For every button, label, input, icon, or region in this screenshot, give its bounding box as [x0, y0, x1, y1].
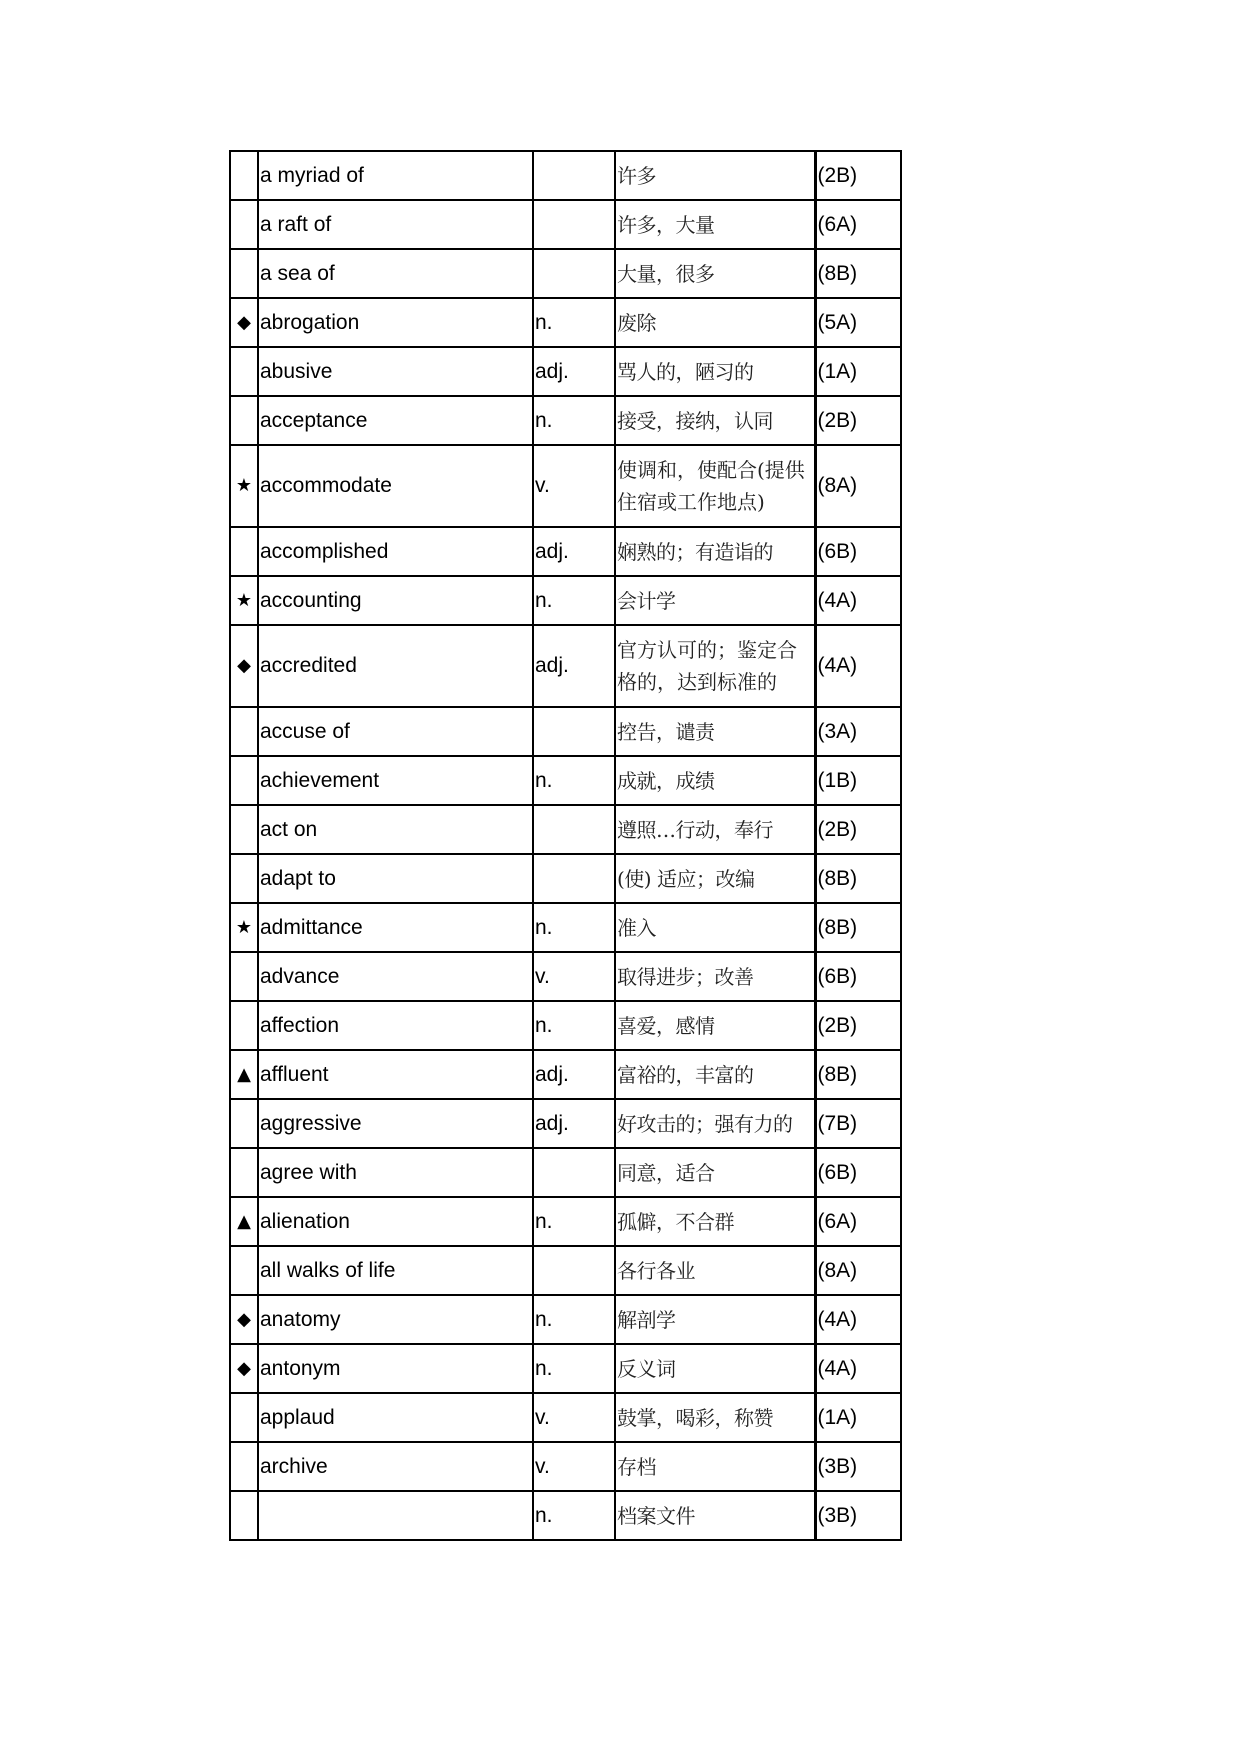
unit-cell: (8A) [815, 445, 901, 527]
unit-cell: (3B) [815, 1491, 901, 1540]
table-row [230, 1148, 901, 1197]
meaning-cell: 反义词 [615, 1344, 815, 1393]
word-cell: admittance [258, 903, 533, 952]
word-cell: abrogation [258, 298, 533, 347]
part-of-speech-cell: n. [533, 756, 615, 805]
part-of-speech-cell: adj. [533, 625, 615, 707]
part-of-speech-cell: n. [533, 1344, 615, 1393]
table-row [230, 805, 901, 854]
part-of-speech-cell: adj. [533, 527, 615, 576]
meaning-cell: (使) 适应；改编 [615, 854, 815, 903]
word-cell: a sea of [258, 249, 533, 298]
difficulty-mark [230, 1148, 258, 1197]
table-row [230, 1393, 901, 1442]
meaning-cell: 解剖学 [615, 1295, 815, 1344]
unit-cell: (8B) [815, 249, 901, 298]
table-row [230, 298, 901, 347]
part-of-speech-cell: v. [533, 1442, 615, 1491]
table-row [230, 1001, 901, 1050]
vocabulary-table [229, 150, 902, 1541]
table-row [230, 396, 901, 445]
word-cell: acceptance [258, 396, 533, 445]
unit-cell: (1A) [815, 1393, 901, 1442]
part-of-speech-cell: v. [533, 952, 615, 1001]
word-cell: accuse of [258, 707, 533, 756]
meaning-cell: 许多，大量 [615, 200, 815, 249]
table-row [230, 200, 901, 249]
unit-cell: (4A) [815, 1295, 901, 1344]
meaning-cell: 档案文件 [615, 1491, 815, 1540]
unit-cell: (6B) [815, 1148, 901, 1197]
unit-cell: (4A) [815, 625, 901, 707]
table-row [230, 347, 901, 396]
unit-cell: (1B) [815, 756, 901, 805]
part-of-speech-cell: adj. [533, 1050, 615, 1099]
difficulty-mark: ◆ [230, 1344, 258, 1393]
table-row [230, 576, 901, 625]
word-cell: agree with [258, 1148, 533, 1197]
meaning-cell: 同意，适合 [615, 1148, 815, 1197]
difficulty-mark [230, 1001, 258, 1050]
unit-cell: (5A) [815, 298, 901, 347]
meaning-cell: 许多 [615, 151, 815, 200]
table-row [230, 854, 901, 903]
table-row [230, 756, 901, 805]
meaning-cell: 娴熟的；有造诣的 [615, 527, 815, 576]
vocabulary-table-body [230, 151, 901, 1540]
unit-cell: (4A) [815, 576, 901, 625]
difficulty-mark [230, 527, 258, 576]
difficulty-mark [230, 1099, 258, 1148]
meaning-cell: 鼓掌，喝彩，称赞 [615, 1393, 815, 1442]
unit-cell: (1A) [815, 347, 901, 396]
meaning-cell: 取得进步；改善 [615, 952, 815, 1001]
difficulty-mark [230, 1442, 258, 1491]
difficulty-mark [230, 1393, 258, 1442]
word-cell: advance [258, 952, 533, 1001]
difficulty-mark [230, 249, 258, 298]
difficulty-mark [230, 347, 258, 396]
word-cell: archive [258, 1442, 533, 1491]
part-of-speech-cell [533, 1246, 615, 1295]
word-cell: a myriad of [258, 151, 533, 200]
part-of-speech-cell: adj. [533, 1099, 615, 1148]
word-cell: all walks of life [258, 1246, 533, 1295]
word-cell: anatomy [258, 1295, 533, 1344]
unit-cell: (4A) [815, 1344, 901, 1393]
meaning-cell: 富裕的，丰富的 [615, 1050, 815, 1099]
word-cell: achievement [258, 756, 533, 805]
part-of-speech-cell: v. [533, 445, 615, 527]
unit-cell: (8B) [815, 854, 901, 903]
table-row [230, 952, 901, 1001]
part-of-speech-cell: n. [533, 1295, 615, 1344]
table-row [230, 625, 901, 707]
difficulty-mark: ▲ [230, 1050, 258, 1099]
difficulty-mark [230, 952, 258, 1001]
difficulty-mark: ◆ [230, 625, 258, 707]
part-of-speech-cell: n. [533, 1001, 615, 1050]
unit-cell: (8A) [815, 1246, 901, 1295]
word-cell: accounting [258, 576, 533, 625]
part-of-speech-cell: n. [533, 1197, 615, 1246]
table-row [230, 1246, 901, 1295]
unit-cell: (8B) [815, 1050, 901, 1099]
part-of-speech-cell [533, 200, 615, 249]
table-row [230, 1295, 901, 1344]
part-of-speech-cell: n. [533, 1491, 615, 1540]
difficulty-mark [230, 756, 258, 805]
word-cell: abusive [258, 347, 533, 396]
meaning-cell: 孤僻，不合群 [615, 1197, 815, 1246]
word-cell: applaud [258, 1393, 533, 1442]
word-cell: antonym [258, 1344, 533, 1393]
word-cell: affluent [258, 1050, 533, 1099]
part-of-speech-cell [533, 1148, 615, 1197]
unit-cell: (6B) [815, 527, 901, 576]
meaning-cell: 好攻击的；强有力的 [615, 1099, 815, 1148]
word-cell: accredited [258, 625, 533, 707]
difficulty-mark [230, 200, 258, 249]
part-of-speech-cell: adj. [533, 347, 615, 396]
table-row [230, 249, 901, 298]
meaning-cell: 使调和，使配合(提供住宿或工作地点) [615, 445, 815, 527]
meaning-cell: 各行各业 [615, 1246, 815, 1295]
table-row [230, 445, 901, 527]
difficulty-mark: ▲ [230, 1197, 258, 1246]
word-cell: affection [258, 1001, 533, 1050]
difficulty-mark [230, 1246, 258, 1295]
meaning-cell: 废除 [615, 298, 815, 347]
difficulty-mark: ◆ [230, 298, 258, 347]
word-cell: a raft of [258, 200, 533, 249]
table-row [230, 1344, 901, 1393]
difficulty-mark: ★ [230, 445, 258, 527]
part-of-speech-cell [533, 854, 615, 903]
table-row [230, 1050, 901, 1099]
unit-cell: (7B) [815, 1099, 901, 1148]
meaning-cell: 接受，接纳，认同 [615, 396, 815, 445]
part-of-speech-cell: n. [533, 396, 615, 445]
word-cell: accommodate [258, 445, 533, 527]
unit-cell: (6B) [815, 952, 901, 1001]
difficulty-mark [230, 854, 258, 903]
unit-cell: (3B) [815, 1442, 901, 1491]
meaning-cell: 会计学 [615, 576, 815, 625]
difficulty-mark [230, 707, 258, 756]
unit-cell: (2B) [815, 1001, 901, 1050]
word-cell: act on [258, 805, 533, 854]
table-row [230, 1099, 901, 1148]
unit-cell: (2B) [815, 805, 901, 854]
difficulty-mark: ★ [230, 903, 258, 952]
difficulty-mark [230, 151, 258, 200]
part-of-speech-cell [533, 151, 615, 200]
word-cell: alienation [258, 1197, 533, 1246]
part-of-speech-cell: n. [533, 298, 615, 347]
table-row [230, 527, 901, 576]
meaning-cell: 大量，很多 [615, 249, 815, 298]
meaning-cell: 控告，谴责 [615, 707, 815, 756]
unit-cell: (3A) [815, 707, 901, 756]
meaning-cell: 官方认可的；鉴定合格的，达到标准的 [615, 625, 815, 707]
difficulty-mark [230, 1491, 258, 1540]
unit-cell: (8B) [815, 903, 901, 952]
part-of-speech-cell: v. [533, 1393, 615, 1442]
difficulty-mark [230, 805, 258, 854]
word-cell [258, 1491, 533, 1540]
meaning-cell: 存档 [615, 1442, 815, 1491]
word-cell: aggressive [258, 1099, 533, 1148]
meaning-cell: 准入 [615, 903, 815, 952]
table-row [230, 1442, 901, 1491]
meaning-cell: 喜爱，感情 [615, 1001, 815, 1050]
difficulty-mark: ★ [230, 576, 258, 625]
difficulty-mark: ◆ [230, 1295, 258, 1344]
unit-cell: (2B) [815, 396, 901, 445]
table-row [230, 1491, 901, 1540]
unit-cell: (6A) [815, 200, 901, 249]
meaning-cell: 成就，成绩 [615, 756, 815, 805]
table-row [230, 903, 901, 952]
unit-cell: (2B) [815, 151, 901, 200]
meaning-cell: 遵照…行动，奉行 [615, 805, 815, 854]
word-cell: accomplished [258, 527, 533, 576]
difficulty-mark [230, 396, 258, 445]
table-row [230, 707, 901, 756]
part-of-speech-cell: n. [533, 576, 615, 625]
part-of-speech-cell [533, 249, 615, 298]
part-of-speech-cell [533, 805, 615, 854]
part-of-speech-cell [533, 707, 615, 756]
part-of-speech-cell: n. [533, 903, 615, 952]
table-row [230, 151, 901, 200]
meaning-cell: 骂人的，陋习的 [615, 347, 815, 396]
word-cell: adapt to [258, 854, 533, 903]
unit-cell: (6A) [815, 1197, 901, 1246]
table-row [230, 1197, 901, 1246]
